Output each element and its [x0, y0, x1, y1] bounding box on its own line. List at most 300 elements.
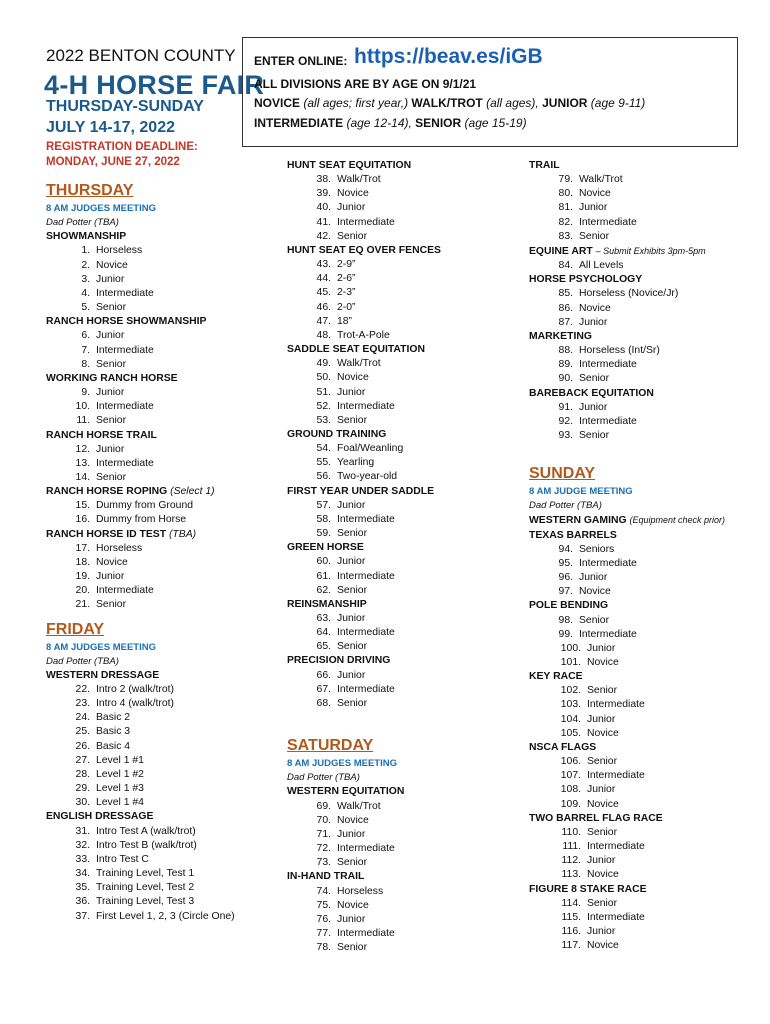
section-title [287, 598, 517, 612]
judge-name: Dad Potter (TBA) [287, 772, 360, 784]
class-number: 57. [316, 499, 331, 511]
class-label: Trot-A-Pole [337, 329, 390, 341]
class-item [46, 443, 241, 457]
class-number: 9. [81, 387, 90, 399]
class-number: 16. [75, 514, 90, 526]
class-number: 48. [316, 329, 331, 341]
class-item [46, 839, 241, 853]
class-number: 44. [316, 273, 331, 285]
class-item [529, 358, 764, 372]
class-label: Level 1 #3 [96, 783, 144, 795]
class-label: Senior [579, 230, 610, 242]
class-item [529, 826, 764, 840]
class-number: 86. [558, 302, 573, 314]
class-item [529, 755, 764, 769]
class-item [46, 598, 241, 612]
section-title-text: RANCH HORSE TRAIL [46, 429, 157, 441]
class-number: 95. [558, 557, 573, 569]
class-number: 64. [316, 627, 331, 639]
class-item [287, 842, 517, 856]
class-label: Junior [579, 316, 608, 328]
day-heading: SUNDAY [529, 465, 596, 483]
class-label: Horseless [96, 245, 143, 257]
class-item [287, 258, 517, 272]
class-number: 38. [316, 174, 331, 186]
class-label: Intro Test C [96, 853, 149, 865]
class-number: 71. [316, 828, 331, 840]
class-item [287, 315, 517, 329]
class-item [46, 556, 241, 570]
day-heading: FRIDAY [46, 620, 105, 638]
class-number: 117. [561, 940, 581, 952]
class-number: 51. [316, 386, 331, 398]
class-label: Intermediate [587, 841, 645, 853]
section-title [529, 812, 764, 826]
class-label: Basic 4 [96, 740, 131, 752]
class-number: 46. [316, 301, 331, 313]
class-label: Walk/Trot [337, 174, 381, 186]
class-number: 91. [558, 401, 573, 413]
class-item [46, 542, 241, 556]
class-item [529, 585, 764, 599]
section-title-text: NSCA FLAGS [529, 741, 597, 753]
class-number: 105. [560, 727, 581, 739]
class-item [46, 895, 241, 909]
section-note: (TBA) [168, 528, 197, 540]
class-item [287, 612, 517, 626]
section-title [46, 669, 241, 683]
class-label: Junior [587, 784, 616, 796]
class-item [287, 442, 517, 456]
class-label: Two-year-old [337, 471, 398, 483]
division-line-1 [254, 96, 645, 110]
class-label: 2-6” [337, 273, 356, 285]
class-label: Senior [579, 373, 610, 385]
class-label: Intro Test B (walk/trot) [96, 839, 197, 851]
class-number: 56. [316, 471, 331, 483]
class-number: 6. [81, 330, 90, 342]
class-item [287, 470, 517, 484]
class-item [529, 727, 764, 741]
class-label: Junior [337, 669, 366, 681]
class-item [529, 372, 764, 386]
class-item [529, 216, 764, 230]
class-number: 78. [316, 942, 331, 954]
class-label: Intermediate [96, 457, 154, 469]
class-item [287, 856, 517, 870]
class-item [529, 925, 764, 939]
class-label: Horseless (Novice/Jr) [579, 288, 679, 300]
class-number: 32. [75, 839, 90, 851]
divisions-note: ALL DIVISIONS ARE BY AGE ON 9/1/21 [254, 77, 477, 91]
class-label: Intermediate [337, 570, 395, 582]
section-note: (Select 1) [170, 486, 215, 498]
class-label: Novice [579, 586, 611, 598]
class-label: Novice [579, 302, 611, 314]
class-number: 62. [316, 584, 331, 596]
class-label: 2-0” [337, 301, 356, 313]
section-title [46, 429, 241, 443]
class-item [46, 697, 241, 711]
class-item [529, 543, 764, 557]
class-item [46, 754, 241, 768]
section-title [529, 159, 764, 173]
class-item [287, 329, 517, 343]
section-title [287, 485, 517, 499]
class-label: Intermediate [579, 359, 637, 371]
class-item [287, 697, 517, 711]
class-label: All Levels [579, 260, 624, 272]
section-title [529, 599, 764, 613]
class-number: 53. [316, 414, 331, 426]
section-title [287, 343, 517, 357]
class-number: 114. [561, 897, 581, 909]
section-title-text: SHOWMANSHIP [46, 231, 127, 243]
class-item [46, 683, 241, 697]
class-item [529, 868, 764, 882]
class-number: 20. [75, 585, 90, 597]
judges-meeting: 8 AM JUDGES MEETING [46, 203, 156, 214]
class-label: Intermediate [587, 770, 645, 782]
class-item [287, 555, 517, 569]
class-label: Senior [96, 471, 127, 483]
class-number: 58. [316, 513, 331, 525]
class-number: 111. [562, 841, 581, 853]
junior-note: (age 9-11) [590, 96, 646, 110]
class-number: 112. [561, 855, 581, 867]
class-item [287, 216, 517, 230]
class-label: Senior [587, 685, 618, 697]
class-label: Junior [337, 613, 366, 624]
class-label: Intermediate [96, 401, 154, 413]
class-label: Junior [337, 913, 366, 925]
section-title-text: SADDLE SEAT EQUITATION [287, 344, 425, 356]
class-number: 15. [75, 500, 90, 512]
class-label: Intermediate [579, 216, 637, 228]
class-number: 113. [561, 869, 581, 881]
walktrot-label: WALK/TROT [411, 96, 483, 110]
class-label: Walk/Trot [579, 174, 623, 186]
class-item [46, 711, 241, 725]
class-number: 84. [558, 260, 573, 272]
class-number: 107. [560, 770, 581, 782]
class-number: 39. [316, 188, 331, 200]
class-number: 21. [75, 599, 90, 611]
class-item [46, 881, 241, 895]
class-item [287, 513, 517, 527]
class-label: Junior [579, 202, 608, 214]
class-label: Senior [579, 614, 610, 626]
class-label: Junior [337, 556, 366, 568]
class-number: 34. [75, 868, 90, 880]
class-number: 100. [560, 642, 581, 654]
section-title-text: RANCH HORSE ID TEST [46, 528, 167, 540]
class-label: Intermediate [579, 628, 637, 640]
class-label: Level 1 #1 [96, 754, 144, 766]
section-title-text: HUNT SEAT EQ OVER FENCES [287, 244, 441, 256]
section-title [529, 513, 764, 528]
class-number: 106. [560, 756, 581, 768]
class-number: 7. [81, 344, 90, 356]
class-label: Junior [96, 387, 125, 399]
class-number: 115. [561, 911, 581, 923]
class-item [287, 941, 517, 955]
section-title-text: KEY RACE [529, 671, 583, 683]
class-item [287, 626, 517, 640]
class-number: 36. [75, 896, 90, 908]
section-title [287, 870, 517, 884]
class-number: 101. [560, 657, 581, 668]
class-label: Senior [587, 897, 618, 909]
section-title-text: ENGLISH DRESSAGE [46, 811, 154, 823]
class-label: 18” [337, 315, 353, 327]
class-item [46, 513, 241, 527]
class-label: Senior [337, 697, 368, 709]
class-item [529, 713, 764, 727]
class-item [46, 499, 241, 513]
section-title-text: RANCH HORSE ROPING [46, 486, 168, 498]
class-item [287, 414, 517, 428]
section-title [46, 315, 241, 329]
class-item [46, 825, 241, 839]
section-title [529, 529, 764, 543]
class-item [529, 897, 764, 911]
class-item [46, 570, 241, 584]
class-number: 10. [75, 401, 90, 413]
class-number: 26. [75, 740, 90, 752]
class-label: Junior [579, 572, 608, 584]
section-title-text: FIRST YEAR UNDER SADDLE [287, 485, 435, 497]
section-title [46, 810, 241, 824]
class-item [287, 800, 517, 814]
class-item [46, 244, 241, 258]
class-label: Training Level, Test 3 [96, 896, 195, 908]
class-label: Junior [587, 642, 616, 654]
class-item [46, 471, 241, 485]
senior-note: (age 15-19) [464, 116, 527, 130]
class-label: Novice [96, 259, 128, 271]
class-item [46, 329, 241, 343]
class-number: 65. [316, 641, 331, 653]
class-number: 2. [81, 259, 90, 271]
class-label: Intermediate [337, 683, 395, 695]
class-label: Intro Test A (walk/trot) [96, 825, 196, 837]
section-title [529, 244, 764, 259]
class-number: 92. [558, 415, 573, 427]
class-number: 59. [316, 528, 331, 540]
class-item [46, 910, 241, 924]
day-heading: SATURDAY [287, 737, 374, 755]
section-title-text: POLE BENDING [529, 600, 609, 612]
class-number: 85. [558, 288, 573, 300]
class-item [287, 386, 517, 400]
class-number: 12. [75, 443, 90, 455]
class-number: 3. [81, 273, 90, 285]
class-label: Intermediate [337, 927, 395, 939]
class-item [529, 642, 764, 656]
class-number: 102. [560, 685, 581, 697]
class-number: 54. [316, 443, 331, 455]
section-title [46, 528, 241, 542]
class-label: Novice [337, 814, 369, 826]
class-item [46, 386, 241, 400]
class-number: 97. [558, 586, 573, 598]
walktrot-note: (all ages), [486, 96, 539, 110]
class-number: 109. [560, 798, 581, 810]
class-item [287, 357, 517, 371]
class-label: Novice [587, 727, 619, 739]
class-label: 2-3” [337, 287, 356, 299]
class-number: 5. [81, 302, 90, 314]
class-label: Senior [96, 358, 127, 370]
class-item [46, 259, 241, 273]
class-number: 75. [316, 899, 331, 911]
class-number: 66. [316, 669, 331, 681]
fair-days: THURSDAY-SUNDAY [46, 98, 204, 115]
registration-link[interactable]: https://beav.es/iGB [354, 45, 543, 68]
class-item [287, 230, 517, 244]
class-item [529, 344, 764, 358]
class-label: Level 1 #2 [96, 768, 144, 780]
class-label: Walk/Trot [337, 358, 381, 370]
class-number: 99. [558, 628, 573, 640]
section-title-text: WESTERN GAMING [529, 515, 627, 527]
class-label: Junior [337, 828, 366, 840]
class-number: 96. [558, 572, 573, 584]
class-number: 90. [558, 373, 573, 385]
class-item [287, 527, 517, 541]
class-number: 72. [316, 843, 331, 855]
class-item [529, 259, 764, 273]
judge-name: Dad Potter (TBA) [46, 655, 119, 667]
class-item [46, 768, 241, 782]
class-label: Novice [587, 940, 619, 952]
class-number: 87. [558, 316, 573, 328]
class-item [46, 782, 241, 796]
class-item [287, 499, 517, 513]
class-label: Training Level, Test 2 [96, 882, 195, 894]
class-item [46, 853, 241, 867]
class-label: Yearling [337, 457, 375, 469]
class-item [529, 684, 764, 698]
class-item [46, 400, 241, 414]
class-label: Senior [96, 599, 127, 611]
class-item [46, 740, 241, 754]
class-number: 27. [75, 754, 90, 766]
class-number: 69. [316, 800, 331, 812]
class-label: 2-9” [337, 259, 356, 271]
section-note: – Submit Exhibits 3pm-5pm [595, 245, 706, 256]
class-number: 80. [558, 188, 573, 200]
class-number: 45. [316, 287, 331, 299]
junior-label: JUNIOR [542, 96, 588, 110]
section-title [529, 741, 764, 755]
class-label: Novice [587, 798, 619, 810]
class-item [529, 614, 764, 628]
class-label: Basic 3 [96, 726, 131, 738]
class-number: 52. [316, 400, 331, 412]
class-label: Senior [337, 528, 368, 540]
class-label: Intermediate [337, 400, 395, 412]
class-number: 29. [75, 783, 90, 795]
fair-title: 4-H HORSE FAIR [44, 70, 265, 100]
class-item [287, 885, 517, 899]
class-number: 17. [75, 542, 90, 554]
column-3 [529, 159, 764, 953]
class-label: First Level 1, 2, 3 (Circle One) [96, 910, 235, 922]
class-number: 8. [81, 358, 90, 370]
class-item [287, 927, 517, 941]
class-label: Senior [587, 826, 618, 838]
section-title-text: TEXAS BARRELS [529, 529, 617, 541]
section-title-text: WESTERN EQUITATION [287, 786, 405, 798]
class-label: Intermediate [96, 287, 154, 299]
class-item [46, 725, 241, 739]
class-item [529, 415, 764, 429]
class-label: Junior [96, 443, 125, 455]
fair-dates: JULY 14-17, 2022 [46, 119, 175, 136]
class-number: 103. [560, 699, 581, 711]
class-label: Junior [96, 571, 125, 583]
section-title [287, 244, 517, 258]
class-number: 61. [316, 570, 331, 582]
class-label: Novice [587, 869, 619, 881]
class-item [529, 911, 764, 925]
class-label: Junior [579, 401, 608, 413]
class-item [287, 456, 517, 470]
section-title-text: BAREBACK EQUITATION [529, 387, 654, 399]
class-number: 4. [81, 287, 90, 299]
class-number: 83. [558, 230, 573, 242]
class-label: Intermediate [587, 911, 645, 923]
class-item [46, 796, 241, 810]
class-item [287, 301, 517, 315]
section-title [287, 541, 517, 555]
section-title-text: WORKING RANCH HORSE [46, 372, 178, 384]
class-label: Intermediate [579, 557, 637, 569]
class-number: 76. [316, 913, 331, 925]
class-number: 28. [75, 768, 90, 780]
class-item [287, 640, 517, 654]
class-item [529, 628, 764, 642]
class-number: 19. [75, 571, 90, 583]
class-item [287, 899, 517, 913]
class-number: 81. [558, 202, 573, 214]
class-label: Novice [587, 657, 619, 668]
class-label: Senior [337, 584, 368, 596]
deadline-date: MONDAY, JUNE 27, 2022 [46, 156, 180, 168]
class-number: 40. [316, 202, 331, 214]
class-label: Senior [337, 641, 368, 653]
class-number: 88. [558, 345, 573, 357]
class-item [529, 187, 764, 201]
class-number: 93. [558, 429, 573, 441]
class-label: Dummy from Ground [96, 500, 194, 512]
column-2 [287, 159, 517, 955]
intermediate-label: INTERMEDIATE [254, 116, 344, 130]
class-label: Senior [96, 302, 127, 314]
class-number: 33. [75, 853, 90, 865]
intermediate-note: (age 12-14), [346, 116, 412, 130]
judge-name: Dad Potter (TBA) [46, 217, 119, 229]
judges-meeting: 8 AM JUDGES MEETING [287, 758, 397, 770]
division-line-2 [254, 116, 527, 130]
class-number: 11. [76, 415, 90, 427]
class-number: 35. [75, 882, 90, 894]
class-label: Novice [579, 188, 611, 200]
class-number: 13. [75, 457, 90, 469]
class-number: 79. [558, 174, 573, 186]
